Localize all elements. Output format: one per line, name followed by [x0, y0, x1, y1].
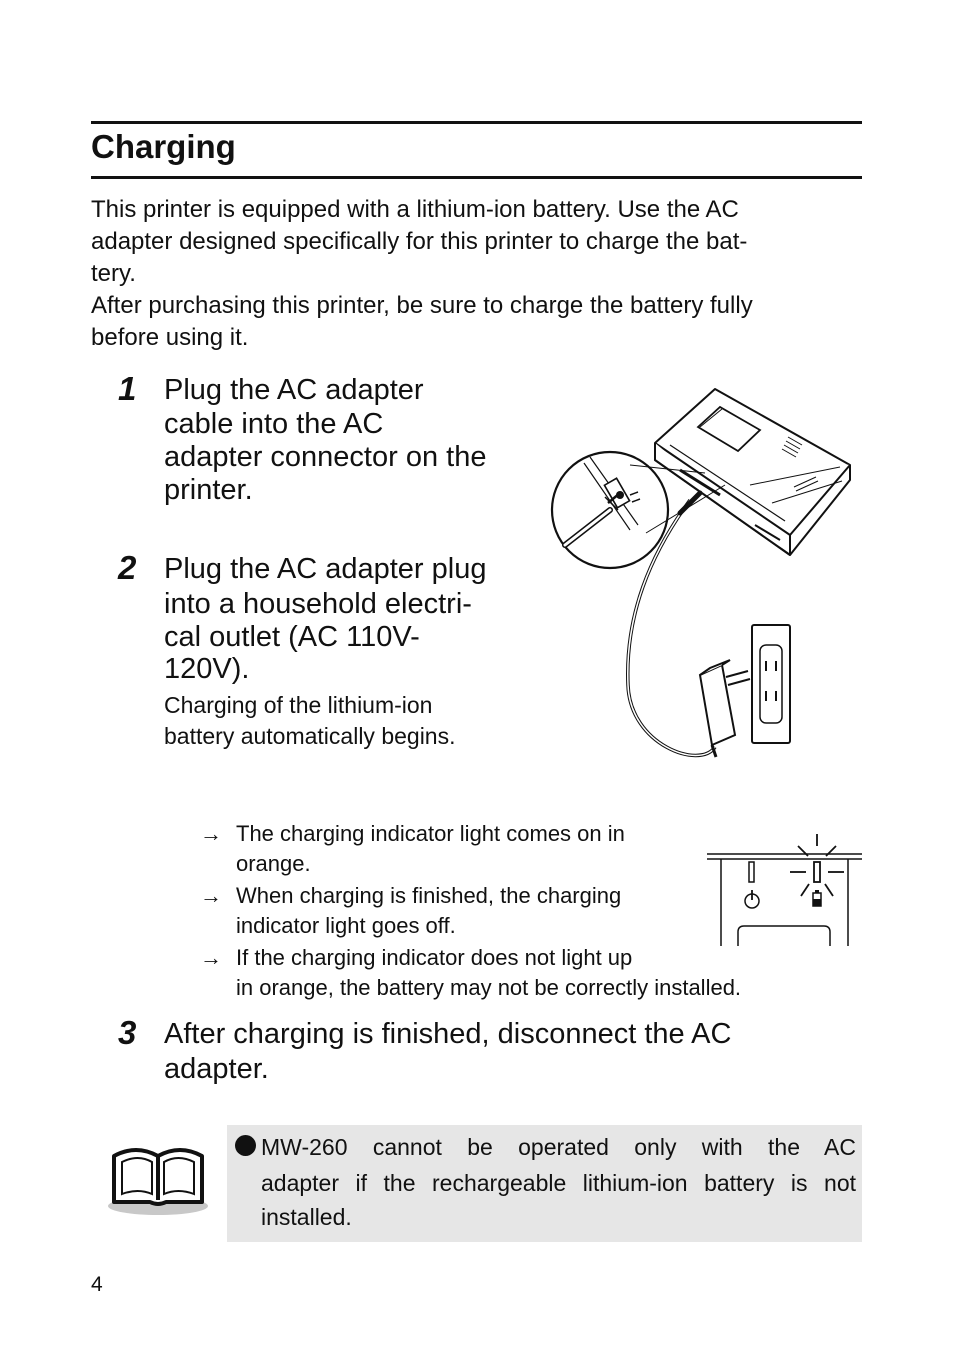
arrow-icon: →: [200, 821, 222, 846]
intro-line: This printer is equipped with a lithium-ion battery. Use the AC: [91, 196, 739, 223]
printer-charging-illustration: [550, 385, 860, 780]
step-2-sub-line: Charging of the lithium-ion: [164, 692, 433, 718]
step-3-line: After charging is finished, disconnect the AC: [164, 1018, 732, 1050]
step-number: 1: [118, 370, 137, 407]
note-line: MW-260 cannot be operated only with the AC: [261, 1134, 856, 1160]
step-2-sub-line: battery automatically begins.: [164, 723, 456, 749]
charging-bullet: [200, 819, 625, 879]
step-1-line: Plug the AC adapter: [164, 374, 424, 406]
charging-bullet: [200, 881, 621, 941]
title-bottom-rule: [91, 176, 862, 179]
intro-line: adapter designed specifically for this printer to charge the bat-: [91, 228, 748, 255]
bullet-line: in orange, the battery may not be correctly installed.: [236, 975, 742, 1000]
step-1-line: adapter connector on the: [164, 441, 487, 473]
title-top-rule: [91, 121, 862, 124]
step-number: 2: [118, 549, 137, 586]
step-2-line: Plug the AC adapter plug: [164, 553, 487, 585]
intro-line: before using it.: [91, 324, 249, 351]
intro-line: tery.: [91, 260, 136, 287]
bullet-dot-icon: [235, 1135, 256, 1156]
step-2-line: cal outlet (AC 110V-: [164, 621, 420, 653]
bullet-line: indicator light goes off.: [236, 913, 456, 938]
arrow-icon: →: [200, 945, 222, 970]
bullet-line: If the charging indicator does not light up: [236, 945, 633, 970]
page-number: 4: [91, 1273, 103, 1296]
step-1-line: cable into the AC: [164, 408, 384, 440]
charging-indicator-illustration: [705, 832, 865, 950]
step-3-line: adapter.: [164, 1053, 269, 1085]
charging-bullet: [200, 943, 741, 1003]
section-title: Charging: [91, 128, 236, 165]
bullet-line: orange.: [236, 851, 311, 876]
note-line: adapter if the rechargeable lithium-ion battery is not: [261, 1170, 856, 1196]
step-number: 3: [118, 1014, 137, 1051]
arrow-icon: →: [200, 883, 222, 908]
step-2-line: 120V).: [164, 653, 250, 685]
bullet-line: When charging is finished, the charging: [236, 883, 622, 908]
step-1-line: printer.: [164, 474, 253, 506]
open-book-icon: [106, 1136, 210, 1216]
note-line: installed.: [261, 1204, 352, 1230]
step-2-line: into a household electri-: [164, 588, 472, 620]
bullet-line: The charging indicator light comes on in: [236, 821, 625, 846]
intro-line: After purchasing this printer, be sure to charge the battery fully: [91, 292, 753, 319]
